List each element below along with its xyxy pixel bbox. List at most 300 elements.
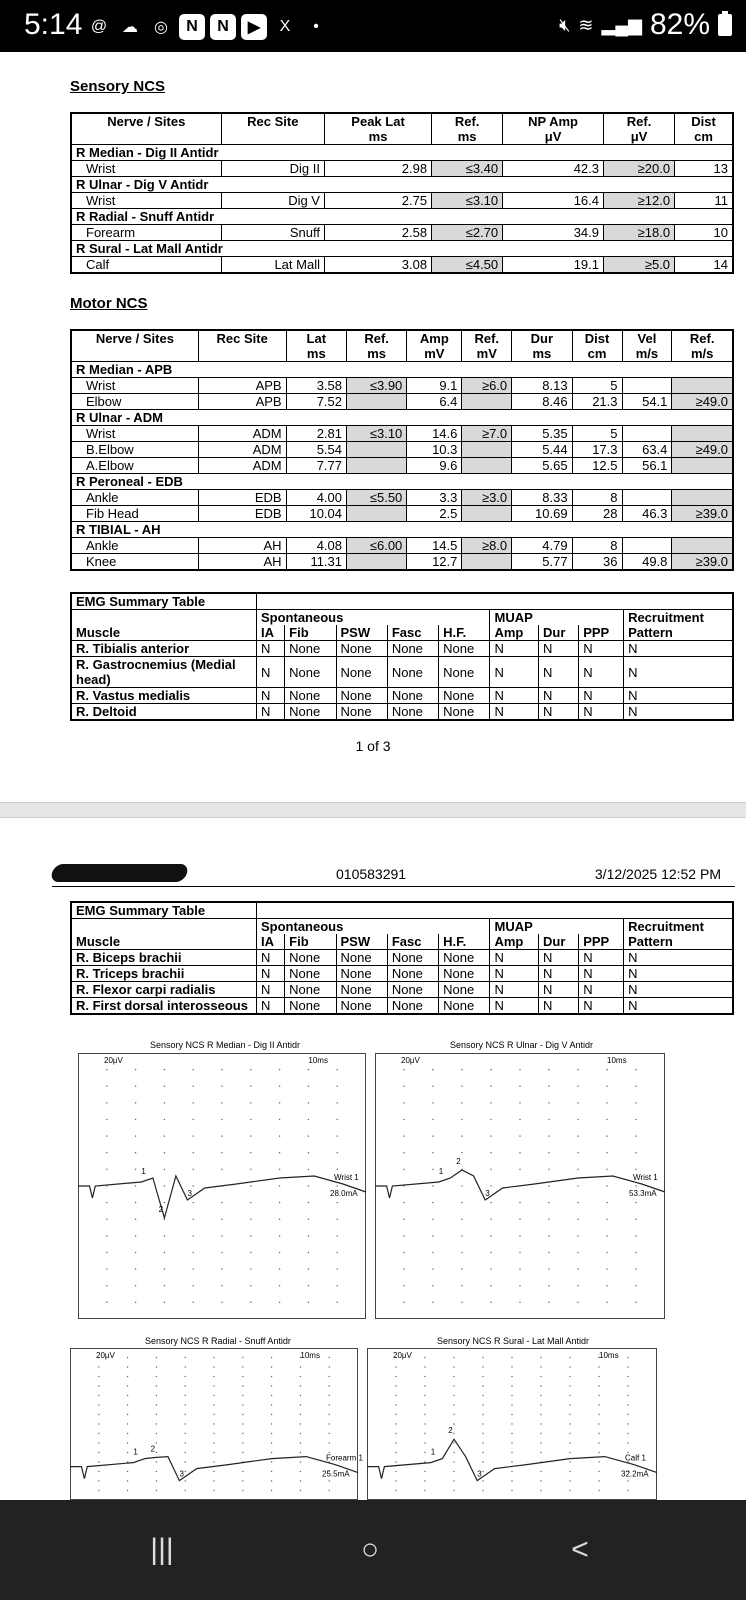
emg-cell: N xyxy=(490,657,539,688)
table-cell: 10 xyxy=(675,225,733,241)
grid-dot xyxy=(606,1302,607,1303)
grid-dot xyxy=(540,1385,541,1386)
table-cell: 2.58 xyxy=(324,225,431,241)
grid-dot xyxy=(106,1069,107,1070)
grid-dot xyxy=(98,1414,99,1415)
grid-dot xyxy=(548,1102,549,1103)
battery-icon xyxy=(718,14,732,36)
table-cell: 14.5 xyxy=(407,538,462,554)
grid-dot xyxy=(213,1395,214,1396)
grid-dot xyxy=(185,1366,186,1367)
grid-dot xyxy=(185,1404,186,1405)
nerve-group-label: R Sural - Lat Mall Antidr xyxy=(71,241,733,257)
grid-dot xyxy=(432,1185,433,1186)
site-label: Wrist 1 xyxy=(334,1173,359,1182)
emg-column-header: Muscle xyxy=(71,625,257,641)
grid-dot xyxy=(540,1404,541,1405)
grid-dot xyxy=(511,1404,512,1405)
stim-label: 28.0mA xyxy=(330,1189,358,1198)
table-cell: ≥8.0 xyxy=(462,538,512,554)
emg-cell: N xyxy=(624,657,733,688)
grid-dot xyxy=(606,1102,607,1103)
grid-dot xyxy=(635,1302,636,1303)
grid-dot xyxy=(569,1366,570,1367)
grid-dot xyxy=(403,1268,404,1269)
grid-dot xyxy=(577,1119,578,1120)
grid-dot xyxy=(135,1152,136,1153)
grid-dot xyxy=(242,1423,243,1424)
grid-dot xyxy=(242,1452,243,1453)
grid-dot xyxy=(540,1480,541,1481)
grid-dot xyxy=(635,1119,636,1120)
emg-cell: N xyxy=(490,998,539,1015)
grid-dot xyxy=(271,1442,272,1443)
table-cell: ADM xyxy=(198,426,286,442)
grid-dot xyxy=(279,1202,280,1203)
grid-dot xyxy=(519,1169,520,1170)
grid-dot xyxy=(635,1185,636,1186)
amp-scale-label: 20μV xyxy=(104,1056,123,1065)
grid-dot xyxy=(598,1395,599,1396)
grid-dot xyxy=(308,1302,309,1303)
emg-cell: R. Deltoid xyxy=(71,704,257,721)
emg-cell: N xyxy=(624,966,733,982)
grid-dot xyxy=(511,1490,512,1491)
grid-dot xyxy=(482,1385,483,1386)
grid-dot xyxy=(598,1385,599,1386)
grid-dot xyxy=(221,1235,222,1236)
emg-column-header: Amp xyxy=(490,934,539,950)
table-cell: Ankle xyxy=(71,538,198,554)
emg-cell: None xyxy=(285,704,336,721)
table-cell: 6.4 xyxy=(407,394,462,410)
column-header: Vel m/s xyxy=(622,330,672,362)
grid-dot xyxy=(329,1395,330,1396)
grid-dot xyxy=(185,1376,186,1377)
grid-dot xyxy=(242,1395,243,1396)
grid-dot xyxy=(569,1480,570,1481)
grid-dot xyxy=(403,1102,404,1103)
grid-dot xyxy=(453,1490,454,1491)
grid-dot xyxy=(635,1152,636,1153)
grid-dot xyxy=(185,1423,186,1424)
peak-marker: 1 xyxy=(141,1167,146,1176)
table-cell: ≤3.10 xyxy=(347,426,407,442)
table-cell: ≥39.0 xyxy=(672,506,733,522)
table-cell: 16.4 xyxy=(503,193,604,209)
grid-dot xyxy=(395,1385,396,1386)
emg-cell: N xyxy=(624,950,733,966)
nerve-group-label: R Median - APB xyxy=(71,362,733,378)
recruitment-group: Recruitment xyxy=(624,919,733,935)
grid-dot xyxy=(461,1119,462,1120)
grid-dot xyxy=(156,1404,157,1405)
waveform-trace xyxy=(375,1170,665,1200)
grid-dot xyxy=(569,1414,570,1415)
table-header-row xyxy=(71,330,733,362)
table-cell: Forearm xyxy=(71,225,221,241)
table-row xyxy=(71,538,733,554)
grid-dot xyxy=(271,1461,272,1462)
grid-dot xyxy=(482,1366,483,1367)
grid-dot xyxy=(548,1169,549,1170)
grid-dot xyxy=(482,1452,483,1453)
grid-dot xyxy=(271,1480,272,1481)
table-cell: 2.98 xyxy=(324,161,431,177)
grid-dot xyxy=(164,1169,165,1170)
grid-dot xyxy=(598,1471,599,1472)
table-cell: 5.35 xyxy=(512,426,572,442)
grid-dot xyxy=(308,1086,309,1087)
grid-dot xyxy=(627,1490,628,1491)
grid-dot xyxy=(453,1366,454,1367)
grid-dot xyxy=(569,1433,570,1434)
emg-cell: None xyxy=(387,966,438,982)
grid-dot xyxy=(185,1357,186,1358)
grid-dot xyxy=(461,1185,462,1186)
grid-dot xyxy=(577,1285,578,1286)
table-cell: 49.8 xyxy=(622,554,672,571)
grid-dot xyxy=(548,1069,549,1070)
grid-dot xyxy=(135,1185,136,1186)
amp-scale-label: 20μV xyxy=(401,1056,420,1065)
grid-dot xyxy=(635,1069,636,1070)
table-cell xyxy=(347,442,407,458)
grid-dot xyxy=(403,1285,404,1286)
emg-cell: None xyxy=(439,998,490,1015)
grid-dot xyxy=(279,1302,280,1303)
column-header: Nerve / Sites xyxy=(71,330,198,362)
grid-dot xyxy=(598,1480,599,1481)
nerve-group-row xyxy=(71,362,733,378)
grid-dot xyxy=(279,1185,280,1186)
grid-dot xyxy=(395,1423,396,1424)
table-cell xyxy=(622,538,672,554)
grid-dot xyxy=(482,1376,483,1377)
time-scale-label: 10ms xyxy=(599,1351,619,1360)
grid-dot xyxy=(242,1357,243,1358)
grid-dot xyxy=(221,1285,222,1286)
grid-dot xyxy=(213,1423,214,1424)
grid-dot xyxy=(250,1169,251,1170)
grid-dot xyxy=(461,1069,462,1070)
battery-percent: 82% xyxy=(649,8,710,41)
recents-button[interactable]: ||| xyxy=(150,1533,174,1566)
table-cell: 8 xyxy=(572,490,622,506)
grid-dot xyxy=(403,1252,404,1253)
grid-dot xyxy=(548,1285,549,1286)
grid-dot xyxy=(569,1461,570,1462)
grid-dot xyxy=(337,1086,338,1087)
emg-summary-table-2 xyxy=(70,901,734,1015)
grid-dot xyxy=(98,1385,99,1386)
wifi-icon: ≋ xyxy=(578,14,594,35)
emg-cell: N xyxy=(257,657,285,688)
emg-group-blank xyxy=(71,610,257,626)
grid-dot xyxy=(569,1442,570,1443)
recruitment-group: Recruitment xyxy=(624,610,733,626)
grid-dot xyxy=(213,1357,214,1358)
grid-dot xyxy=(242,1404,243,1405)
sensory-ncs-title: Sensory NCS xyxy=(70,78,166,95)
grid-dot xyxy=(519,1152,520,1153)
grid-dot xyxy=(432,1302,433,1303)
table-cell: 2.5 xyxy=(407,506,462,522)
grid-dot xyxy=(569,1385,570,1386)
grid-dot xyxy=(519,1135,520,1136)
table-cell: 10.3 xyxy=(407,442,462,458)
table-cell: 4.00 xyxy=(286,490,346,506)
grid-dot xyxy=(337,1152,338,1153)
grid-dot xyxy=(300,1433,301,1434)
table-row xyxy=(71,490,733,506)
table-row xyxy=(71,506,733,522)
emg-cell: N xyxy=(257,641,285,657)
table-cell xyxy=(672,538,733,554)
grid-dot xyxy=(300,1452,301,1453)
grid-dot xyxy=(519,1069,520,1070)
grid-dot xyxy=(490,1285,491,1286)
grid-dot xyxy=(300,1414,301,1415)
grid-dot xyxy=(271,1433,272,1434)
grid-dot xyxy=(127,1385,128,1386)
page-divider xyxy=(0,802,746,818)
nerve-group-label: R Ulnar - Dig V Antidr xyxy=(71,177,733,193)
column-header: Nerve / Sites xyxy=(71,113,221,145)
column-header: Ref. m/s xyxy=(672,330,733,362)
grid-dot xyxy=(453,1395,454,1396)
emg-row xyxy=(71,688,733,704)
grid-dot xyxy=(193,1119,194,1120)
grid-dot xyxy=(577,1135,578,1136)
grid-dot xyxy=(164,1069,165,1070)
grid-dot xyxy=(213,1414,214,1415)
grid-dot xyxy=(329,1490,330,1491)
grid-dot xyxy=(106,1102,107,1103)
grid-dot xyxy=(432,1069,433,1070)
grid-dot xyxy=(213,1461,214,1462)
grid-dot xyxy=(185,1395,186,1396)
emg-cell: N xyxy=(579,657,624,688)
emg-cell: None xyxy=(387,657,438,688)
emg-cell: None xyxy=(439,966,490,982)
table-cell: A.Elbow xyxy=(71,458,198,474)
grid-dot xyxy=(482,1433,483,1434)
grid-dot xyxy=(337,1235,338,1236)
grid-dot xyxy=(635,1086,636,1087)
grid-dot xyxy=(403,1169,404,1170)
table-cell: ≤2.70 xyxy=(432,225,503,241)
grid-dot xyxy=(598,1423,599,1424)
grid-dot xyxy=(395,1404,396,1405)
emg-cell: N xyxy=(257,966,285,982)
grid-dot xyxy=(461,1219,462,1220)
signal-icon: ▂▄▆ xyxy=(601,14,642,35)
emg-cell: N xyxy=(539,641,579,657)
grid-dot xyxy=(127,1357,128,1358)
grid-dot xyxy=(627,1366,628,1367)
table-cell: 36 xyxy=(572,554,622,571)
grid-dot xyxy=(453,1357,454,1358)
emg-cell: None xyxy=(439,657,490,688)
emg-cell: N xyxy=(257,704,285,721)
grid-dot xyxy=(250,1268,251,1269)
grid-dot xyxy=(329,1414,330,1415)
grid-dot xyxy=(395,1442,396,1443)
grid-dot xyxy=(213,1471,214,1472)
table-cell: Fib Head xyxy=(71,506,198,522)
sensory-ncs-table xyxy=(70,112,734,274)
emg-cell: None xyxy=(336,704,387,721)
grid-dot xyxy=(271,1452,272,1453)
grid-dot xyxy=(221,1069,222,1070)
waveform-panel xyxy=(78,1053,366,1319)
grid-dot xyxy=(519,1102,520,1103)
grid-dot xyxy=(135,1086,136,1087)
status-time: 5:14 xyxy=(24,8,83,41)
grid-dot xyxy=(490,1135,491,1136)
grid-dot xyxy=(540,1452,541,1453)
emg-row xyxy=(71,982,733,998)
grid-dot xyxy=(577,1102,578,1103)
grid-dot xyxy=(337,1302,338,1303)
waveform-title: Sensory NCS R Ulnar - Dig V Antidr xyxy=(450,1040,594,1050)
time-scale-label: 10ms xyxy=(607,1056,627,1065)
grid-dot xyxy=(106,1202,107,1203)
grid-dot xyxy=(453,1423,454,1424)
page2-header xyxy=(52,860,735,887)
peak-marker: 2 xyxy=(150,1444,156,1454)
redacted-name xyxy=(50,864,190,882)
grid-dot xyxy=(577,1202,578,1203)
grid-dot xyxy=(627,1433,628,1434)
grid-dot xyxy=(271,1376,272,1377)
grid-dot xyxy=(156,1376,157,1377)
grid-dot xyxy=(395,1480,396,1481)
home-button[interactable]: ○ xyxy=(360,1533,380,1566)
grid-dot xyxy=(279,1285,280,1286)
x-icon: X xyxy=(279,18,291,35)
emg-cell: N xyxy=(490,704,539,721)
grid-dot xyxy=(193,1285,194,1286)
grid-dot xyxy=(598,1376,599,1377)
grid-dot xyxy=(519,1285,520,1286)
grid-dot xyxy=(156,1395,157,1396)
grid-dot xyxy=(106,1268,107,1269)
table-header-row xyxy=(71,113,733,145)
grid-dot xyxy=(221,1102,222,1103)
grid-dot xyxy=(337,1185,338,1186)
grid-dot xyxy=(424,1395,425,1396)
column-header: Rec Site xyxy=(198,330,286,362)
grid-dot xyxy=(156,1490,157,1491)
emg-cell: N xyxy=(257,688,285,704)
waveform-panel xyxy=(367,1348,657,1500)
table-row xyxy=(71,378,733,394)
grid-dot xyxy=(627,1480,628,1481)
grid-dot xyxy=(308,1235,309,1236)
grid-dot xyxy=(424,1423,425,1424)
table-cell xyxy=(462,506,512,522)
table-cell xyxy=(622,426,672,442)
grid-dot xyxy=(250,1285,251,1286)
grid-dot xyxy=(424,1414,425,1415)
column-header: Dist cm xyxy=(572,330,622,362)
grid-dot xyxy=(156,1357,157,1358)
emg-cell: None xyxy=(336,998,387,1015)
grid-dot xyxy=(577,1302,578,1303)
grid-dot xyxy=(453,1461,454,1462)
table-cell xyxy=(347,458,407,474)
column-header: Ref. ms xyxy=(432,113,503,145)
grid-dot xyxy=(164,1285,165,1286)
grid-dot xyxy=(308,1185,309,1186)
grid-dot xyxy=(519,1268,520,1269)
grid-dot xyxy=(127,1404,128,1405)
muap-group: MUAP xyxy=(490,610,624,626)
grid-dot xyxy=(490,1185,491,1186)
column-header: Dist cm xyxy=(675,113,733,145)
grid-dot xyxy=(453,1442,454,1443)
grid-dot xyxy=(453,1376,454,1377)
grid-dot xyxy=(490,1252,491,1253)
grid-dot xyxy=(164,1086,165,1087)
grid-dot xyxy=(156,1442,157,1443)
grid-dot xyxy=(453,1480,454,1481)
grid-dot xyxy=(403,1086,404,1087)
grid-dot xyxy=(193,1152,194,1153)
grid-dot xyxy=(577,1252,578,1253)
grid-dot xyxy=(577,1069,578,1070)
table-cell: 2.75 xyxy=(324,193,431,209)
grid-dot xyxy=(329,1433,330,1434)
grid-dot xyxy=(127,1452,128,1453)
grid-dot xyxy=(271,1366,272,1367)
table-cell: Snuff xyxy=(221,225,324,241)
grid-dot xyxy=(424,1376,425,1377)
nerve-group-row xyxy=(71,241,733,257)
table-cell: 11.31 xyxy=(286,554,346,571)
emg-cell: None xyxy=(387,998,438,1015)
grid-dot xyxy=(519,1202,520,1203)
table-cell: EDB xyxy=(198,490,286,506)
table-cell: Lat Mall xyxy=(221,257,324,274)
table-cell: Calf xyxy=(71,257,221,274)
grid-dot xyxy=(193,1302,194,1303)
emg-row xyxy=(71,704,733,721)
grid-dot xyxy=(432,1152,433,1153)
emg-cell: N xyxy=(624,704,733,721)
table-cell: ≤4.50 xyxy=(432,257,503,274)
back-button[interactable]: < xyxy=(571,1533,589,1566)
waveform-panel xyxy=(375,1053,665,1319)
emg-cell: N xyxy=(257,950,285,966)
grid-dot xyxy=(606,1235,607,1236)
grid-dot xyxy=(395,1433,396,1434)
stim-label: 32.2mA xyxy=(621,1469,649,1479)
column-header: Peak Lat ms xyxy=(324,113,431,145)
grid-dot xyxy=(511,1471,512,1472)
emg-column-header: Muscle xyxy=(71,934,257,950)
grid-dot xyxy=(337,1102,338,1103)
grid-dot xyxy=(511,1376,512,1377)
table-cell: Ankle xyxy=(71,490,198,506)
emg-column-header: Fasc xyxy=(387,934,438,950)
grid-dot xyxy=(279,1219,280,1220)
grid-dot xyxy=(424,1366,425,1367)
grid-dot xyxy=(395,1376,396,1377)
emg-column-header: Fib xyxy=(285,934,336,950)
